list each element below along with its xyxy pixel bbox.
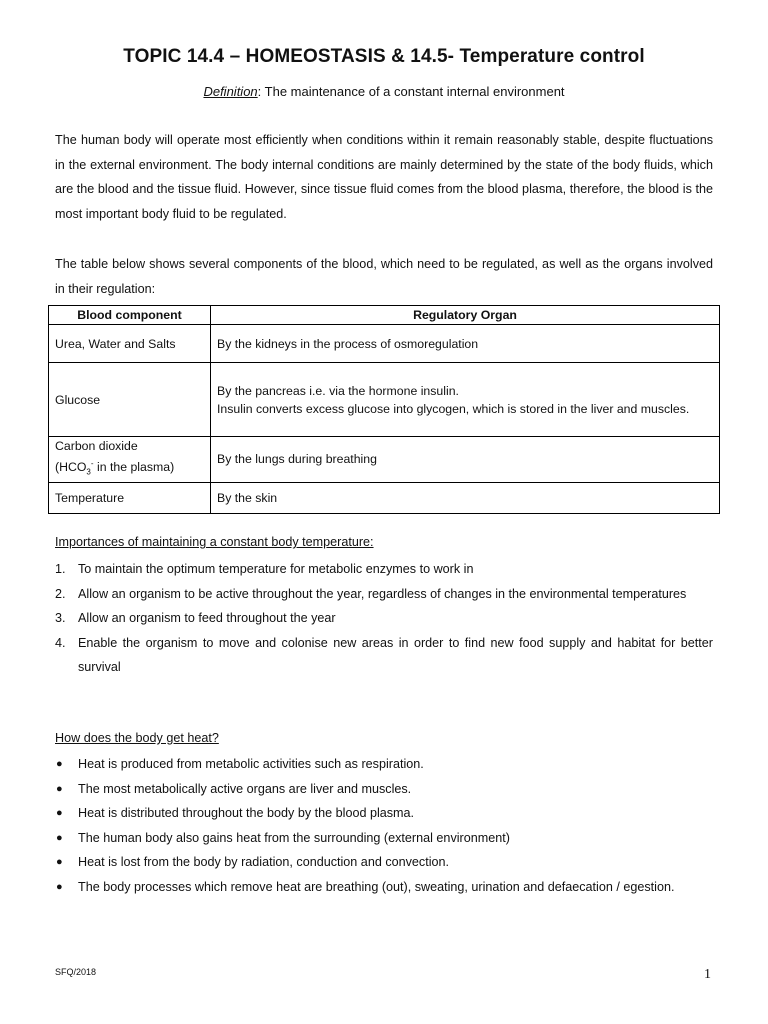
list-item bbox=[55, 631, 713, 680]
table-cell-component: Temperature bbox=[49, 482, 211, 513]
bullet-icon: ● bbox=[56, 758, 63, 770]
formula-text-post: in the plasma) bbox=[93, 460, 175, 475]
list-text: Heat is produced from metabolic activities such as respiration. bbox=[78, 757, 424, 771]
table-cell-organ: By the lungs during breathing bbox=[211, 437, 720, 483]
list-number: 3. bbox=[55, 611, 66, 625]
list-text: The body processes which remove heat are breathing (out), sweating, urination and defaecation / egestion. bbox=[78, 879, 675, 894]
page-number: 1 bbox=[704, 967, 711, 982]
list-item bbox=[55, 875, 735, 900]
table-cell-component: Urea, Water and Salts bbox=[49, 325, 211, 363]
table-row bbox=[49, 325, 720, 363]
list-text: Heat is distributed throughout the body by the blood plasma. bbox=[78, 806, 415, 820]
heat-heading: How does the body get heat? bbox=[55, 731, 219, 745]
bullet-icon: ● bbox=[56, 856, 63, 868]
definition bbox=[0, 84, 768, 99]
importances-list bbox=[55, 557, 713, 680]
list-item bbox=[55, 582, 713, 607]
list-item bbox=[55, 826, 735, 851]
list-item bbox=[55, 801, 735, 826]
bullet-icon: ● bbox=[56, 880, 63, 893]
table-row bbox=[49, 437, 720, 483]
importances-heading: Importances of maintaining a constant body temperature: bbox=[55, 535, 374, 549]
table-cell-organ: By the kidneys in the process of osmoregulation bbox=[211, 325, 720, 363]
footer-code: SFQ/2018 bbox=[55, 967, 97, 977]
organ-line: By the pancreas i.e. via the hormone insulin. bbox=[217, 383, 459, 398]
bullet-icon: ● bbox=[56, 831, 63, 844]
list-item bbox=[55, 752, 735, 777]
table-header-organ: Regulatory Organ bbox=[211, 306, 720, 325]
list-text: The human body also gains heat from the surrounding (external environment) bbox=[78, 830, 510, 845]
bullet-icon: ● bbox=[56, 807, 63, 819]
formula-superscript: - bbox=[90, 459, 94, 468]
table-header-row bbox=[49, 306, 720, 325]
list-item bbox=[55, 850, 735, 875]
component-line: Carbon dioxide bbox=[55, 439, 138, 453]
organ-line: Insulin converts excess glucose into glycogen, which is stored in the liver and muscles. bbox=[217, 401, 690, 416]
list-text: The most metabolically active organs are liver and muscles. bbox=[78, 781, 412, 796]
list-item bbox=[55, 606, 713, 631]
table-header-component: Blood component bbox=[49, 306, 211, 325]
formula-text: (HCO bbox=[55, 460, 87, 475]
list-text: Enable the organism to move and colonise new areas in order to find new food supply and habitat for better survival bbox=[78, 635, 713, 674]
regulation-table bbox=[48, 305, 720, 514]
bullet-icon: ● bbox=[56, 782, 63, 795]
list-number: 2. bbox=[55, 586, 66, 601]
table-cell-component: Glucose bbox=[49, 363, 211, 437]
table-intro-paragraph: The table below shows several components of the blood, which need to be regulated, as well as the organs involved in their regulation: bbox=[55, 257, 713, 296]
list-item bbox=[55, 557, 713, 582]
intro-paragraph: The human body will operate most efficiently when conditions within it remain reasonably stable, despite fluctuations in the external environment. The body internal conditions are mainly determined by the state of the body fluids, which are the blood and the tissue fluid. However, since tissue fluid comes from the blood plasma, therefore, the blood is the most important body fluid to be regulated. bbox=[55, 133, 713, 221]
formula-subscript: 3 bbox=[86, 467, 91, 477]
table-cell-organ: By the skin bbox=[211, 482, 720, 513]
component-formula-line bbox=[55, 455, 204, 482]
heat-list bbox=[55, 752, 735, 899]
list-text: To maintain the optimum temperature for metabolic enzymes to work in bbox=[78, 562, 474, 576]
table-cell-organ bbox=[211, 363, 720, 437]
table-row bbox=[49, 363, 720, 437]
list-text: Heat is lost from the body by radiation, conduction and convection. bbox=[78, 855, 450, 869]
definition-text: : The maintenance of a constant internal environment bbox=[257, 84, 565, 99]
page-title: TOPIC 14.4 – HOMEOSTASIS & 14.5- Temperature control bbox=[123, 46, 645, 67]
list-number: 1. bbox=[55, 562, 66, 576]
list-text: Allow an organism to be active throughout the year, regardless of changes in the environmental temperatures bbox=[78, 586, 687, 601]
table-row bbox=[49, 482, 720, 513]
list-item bbox=[55, 777, 735, 802]
list-text: Allow an organism to feed throughout the year bbox=[78, 611, 336, 625]
definition-term: Definition bbox=[203, 84, 258, 99]
table-cell-component bbox=[49, 437, 211, 483]
list-number: 4. bbox=[55, 635, 66, 650]
